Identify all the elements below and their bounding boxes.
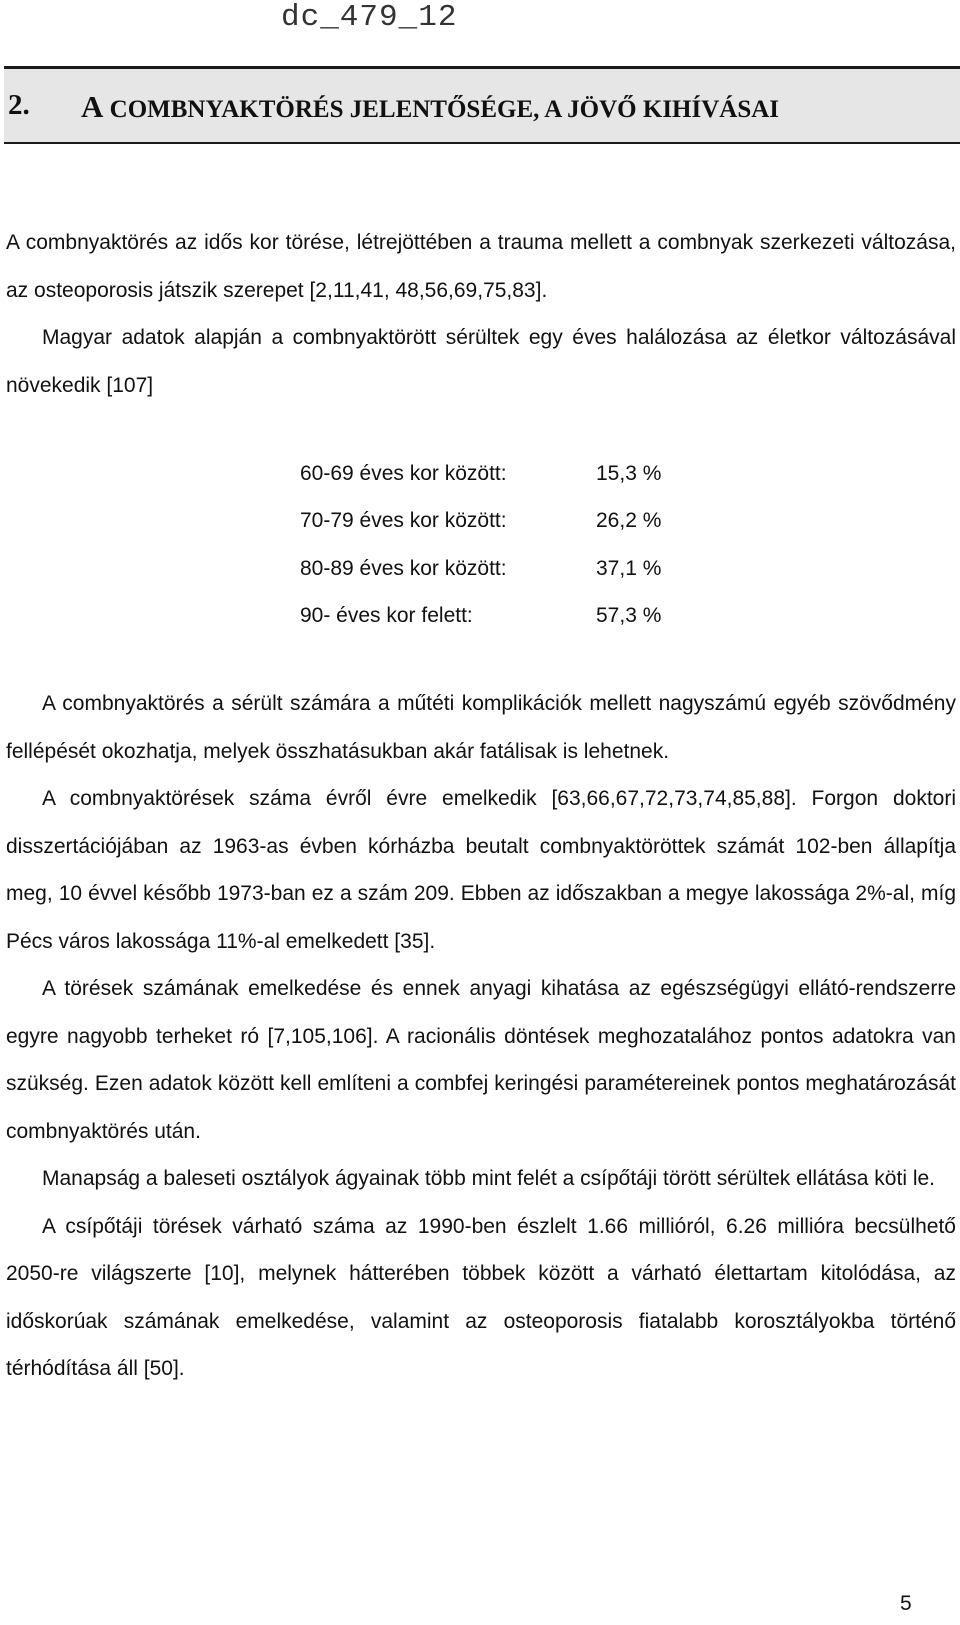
table-row	[300, 498, 661, 546]
chapter-title	[81, 89, 779, 125]
age-group-label: 90- éves kor felett:	[300, 604, 473, 628]
age-group-label: 60-69 éves kor között:	[300, 461, 507, 485]
mortality-value: 37,1 %	[596, 556, 662, 580]
paragraph-complications: A combnyaktörés a sérült számára a műtéti komplikációk mellett nagyszámú egyéb szövődmény fellépését okozhatja, melyek összhatásukban akár fatálisak is lehetnek.	[6, 692, 956, 763]
mortality-value: 57,3 %	[596, 604, 662, 628]
intro-section	[6, 219, 956, 409]
page-number: 5	[900, 1592, 912, 1615]
mortality-table	[300, 450, 661, 640]
age-group-label: 80-89 éves kor között:	[300, 556, 507, 580]
age-group-label: 70-79 éves kor között:	[300, 509, 507, 533]
body-section	[6, 680, 956, 1393]
table-row	[300, 545, 661, 593]
paragraph-fracture-increase: A combnyaktörések száma évről évre emelkedik [63,66,67,72,73,74,85,88]. Forgon doktori disszertációjában az 1963-as évben kórházba beutalt combnyaktöröttek számát 102-ben állapítja meg, 10 évvel később 1973-ban ez a szám 209. Ebben az időszakban a megye lakossága 2%-al, míg Pécs város lakossága 11%-al emelkedett [35].	[6, 787, 956, 953]
chapter-title-initial: A	[81, 89, 104, 124]
table-row	[300, 593, 661, 641]
paragraph-mortality-intro: Magyar adatok alapján a combnyaktörött sérültek egy éves halálozása az életkor változásával növekedik [107]	[6, 326, 956, 397]
chapter-heading	[4, 66, 960, 144]
mortality-value: 26,2 %	[596, 509, 662, 533]
document-id: dc_479_12	[281, 0, 458, 35]
paragraph-healthcare-burden: A törések számának emelkedése és ennek anyagi kihatása az egészségügyi ellátó-rendszerre egyre nagyobb terheket ró [7,105,106]. A racionális döntések meghozatalához pontos adatokra van szükség. Ezen adatok között kell említeni a combfej keringési paramétereinek pontos meghatározását combnyaktörés után.	[6, 977, 956, 1143]
paragraph-osteoporosis: A combnyaktörés az idős kor törése, létrejöttében a trauma mellett a combnyak szerkezeti változása, az osteoporosis játszik szerepet [2,11,41, 48,56,69,75,83].	[6, 231, 956, 302]
chapter-title-rest: COMBNYAKTÖRÉS JELENTŐSÉGE, A JÖVŐ KIHÍVÁSAI	[103, 96, 780, 123]
chapter-number: 2.	[8, 89, 30, 121]
paragraph-global-projection: A csípőtáji törések várható száma az 1990-ben észlelt 1.66 millióról, 6.26 millióra becsülhető 2050-re világszerte [10], melynek hátterében többek között a várható élettartam kitolódása, az időskorúak számának emelkedése, valamint az osteoporosis fiatalabb korosztályokba történő térhódítása áll [50].	[6, 1214, 956, 1380]
paragraph-hospital-beds: Manapság a baleseti osztályok ágyainak több mint felét a csípőtáji törött sérültek ellátása köti le.	[42, 1167, 935, 1190]
table-row	[300, 450, 661, 498]
mortality-value: 15,3 %	[596, 461, 662, 485]
